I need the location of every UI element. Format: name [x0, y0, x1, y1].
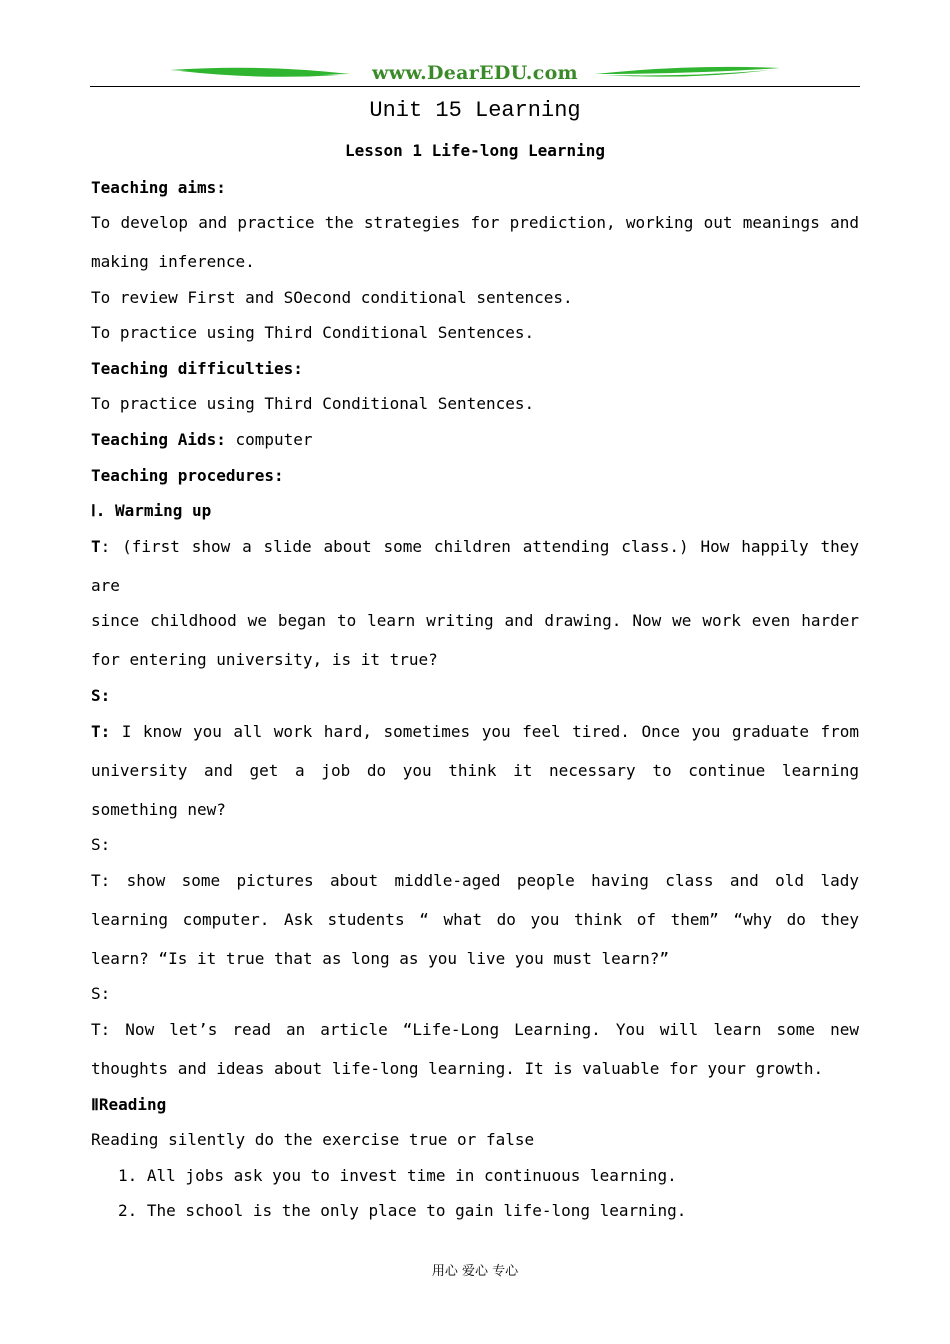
- page-subtitle: Lesson 1 Life-long Learning: [344, 141, 606, 160]
- dialogue-text: : (first show a slide about some children attending class.) How happily they: [100, 537, 859, 556]
- dialogue-line: university and get a job do you think it necessary to continue learning: [91, 761, 859, 780]
- dialogue-line: since childhood we began to learn writing and drawing. Now we work even harder: [91, 611, 859, 630]
- student-response: S:: [91, 984, 111, 1003]
- dialogue-line: learning computer. Ask students “ what do you think of them” “why do they: [91, 910, 859, 929]
- dialogue-line: learn? “Is it true that as long as you live you must learn?”: [91, 949, 669, 968]
- aims-line: To develop and practice the strategies for prediction, working out meanings and: [91, 213, 859, 232]
- page-title: Unit 15 Learning: [369, 98, 581, 123]
- exercise-item: 2. The school is the only place to gain life-long learning.: [118, 1201, 687, 1220]
- aids-label: Teaching Aids:: [91, 430, 226, 449]
- site-logo-text[interactable]: www.DearEDU.com: [372, 62, 578, 84]
- header-divider: [90, 86, 860, 87]
- speaker-label: T:: [91, 722, 111, 741]
- student-response: S:: [91, 835, 111, 854]
- procedures-heading: Teaching procedures:: [91, 466, 284, 485]
- section-heading-reading: ⅡReading: [91, 1095, 167, 1114]
- dialogue-line: thoughts and ideas about life-long learning. It is valuable for your growth.: [91, 1059, 824, 1078]
- dialogue-line: T: Now let’s read an article “Life-Long Learning. You will learn some new: [91, 1020, 859, 1039]
- speaker-label: T: [91, 537, 101, 556]
- aims-line: To practice using Third Conditional Sentences.: [91, 323, 535, 342]
- aims-heading: Teaching aims:: [91, 178, 226, 197]
- page-footer: 用心 爱心 专心: [431, 1264, 519, 1279]
- aids-line: [91, 430, 859, 450]
- dialogue-line: T: show some pictures about middle-aged people having class and old lady: [91, 871, 859, 890]
- dialogue-line: are: [91, 576, 120, 595]
- dialogue-line: something new?: [91, 800, 226, 819]
- reading-instruction: Reading silently do the exercise true or false: [91, 1130, 535, 1149]
- exercise-item: 1. All jobs ask you to invest time in continuous learning.: [118, 1166, 677, 1185]
- aims-line: To review First and SOecond conditional sentences.: [91, 288, 573, 307]
- dialogue-line: [91, 722, 859, 742]
- aims-line: making inference.: [91, 252, 255, 271]
- dialogue-line: [91, 537, 859, 557]
- student-response: S:: [91, 686, 111, 705]
- difficulties-heading: Teaching difficulties:: [91, 359, 303, 378]
- dialogue-line: for entering university, is it true?: [91, 650, 438, 669]
- dialogue-text: I know you all work hard, sometimes you feel tired. Once you graduate from: [110, 722, 859, 741]
- aids-value: computer: [225, 430, 313, 449]
- section-heading-warming-up: Ⅰ. Warming up: [91, 501, 212, 520]
- difficulties-line: To practice using Third Conditional Sentences.: [91, 394, 535, 413]
